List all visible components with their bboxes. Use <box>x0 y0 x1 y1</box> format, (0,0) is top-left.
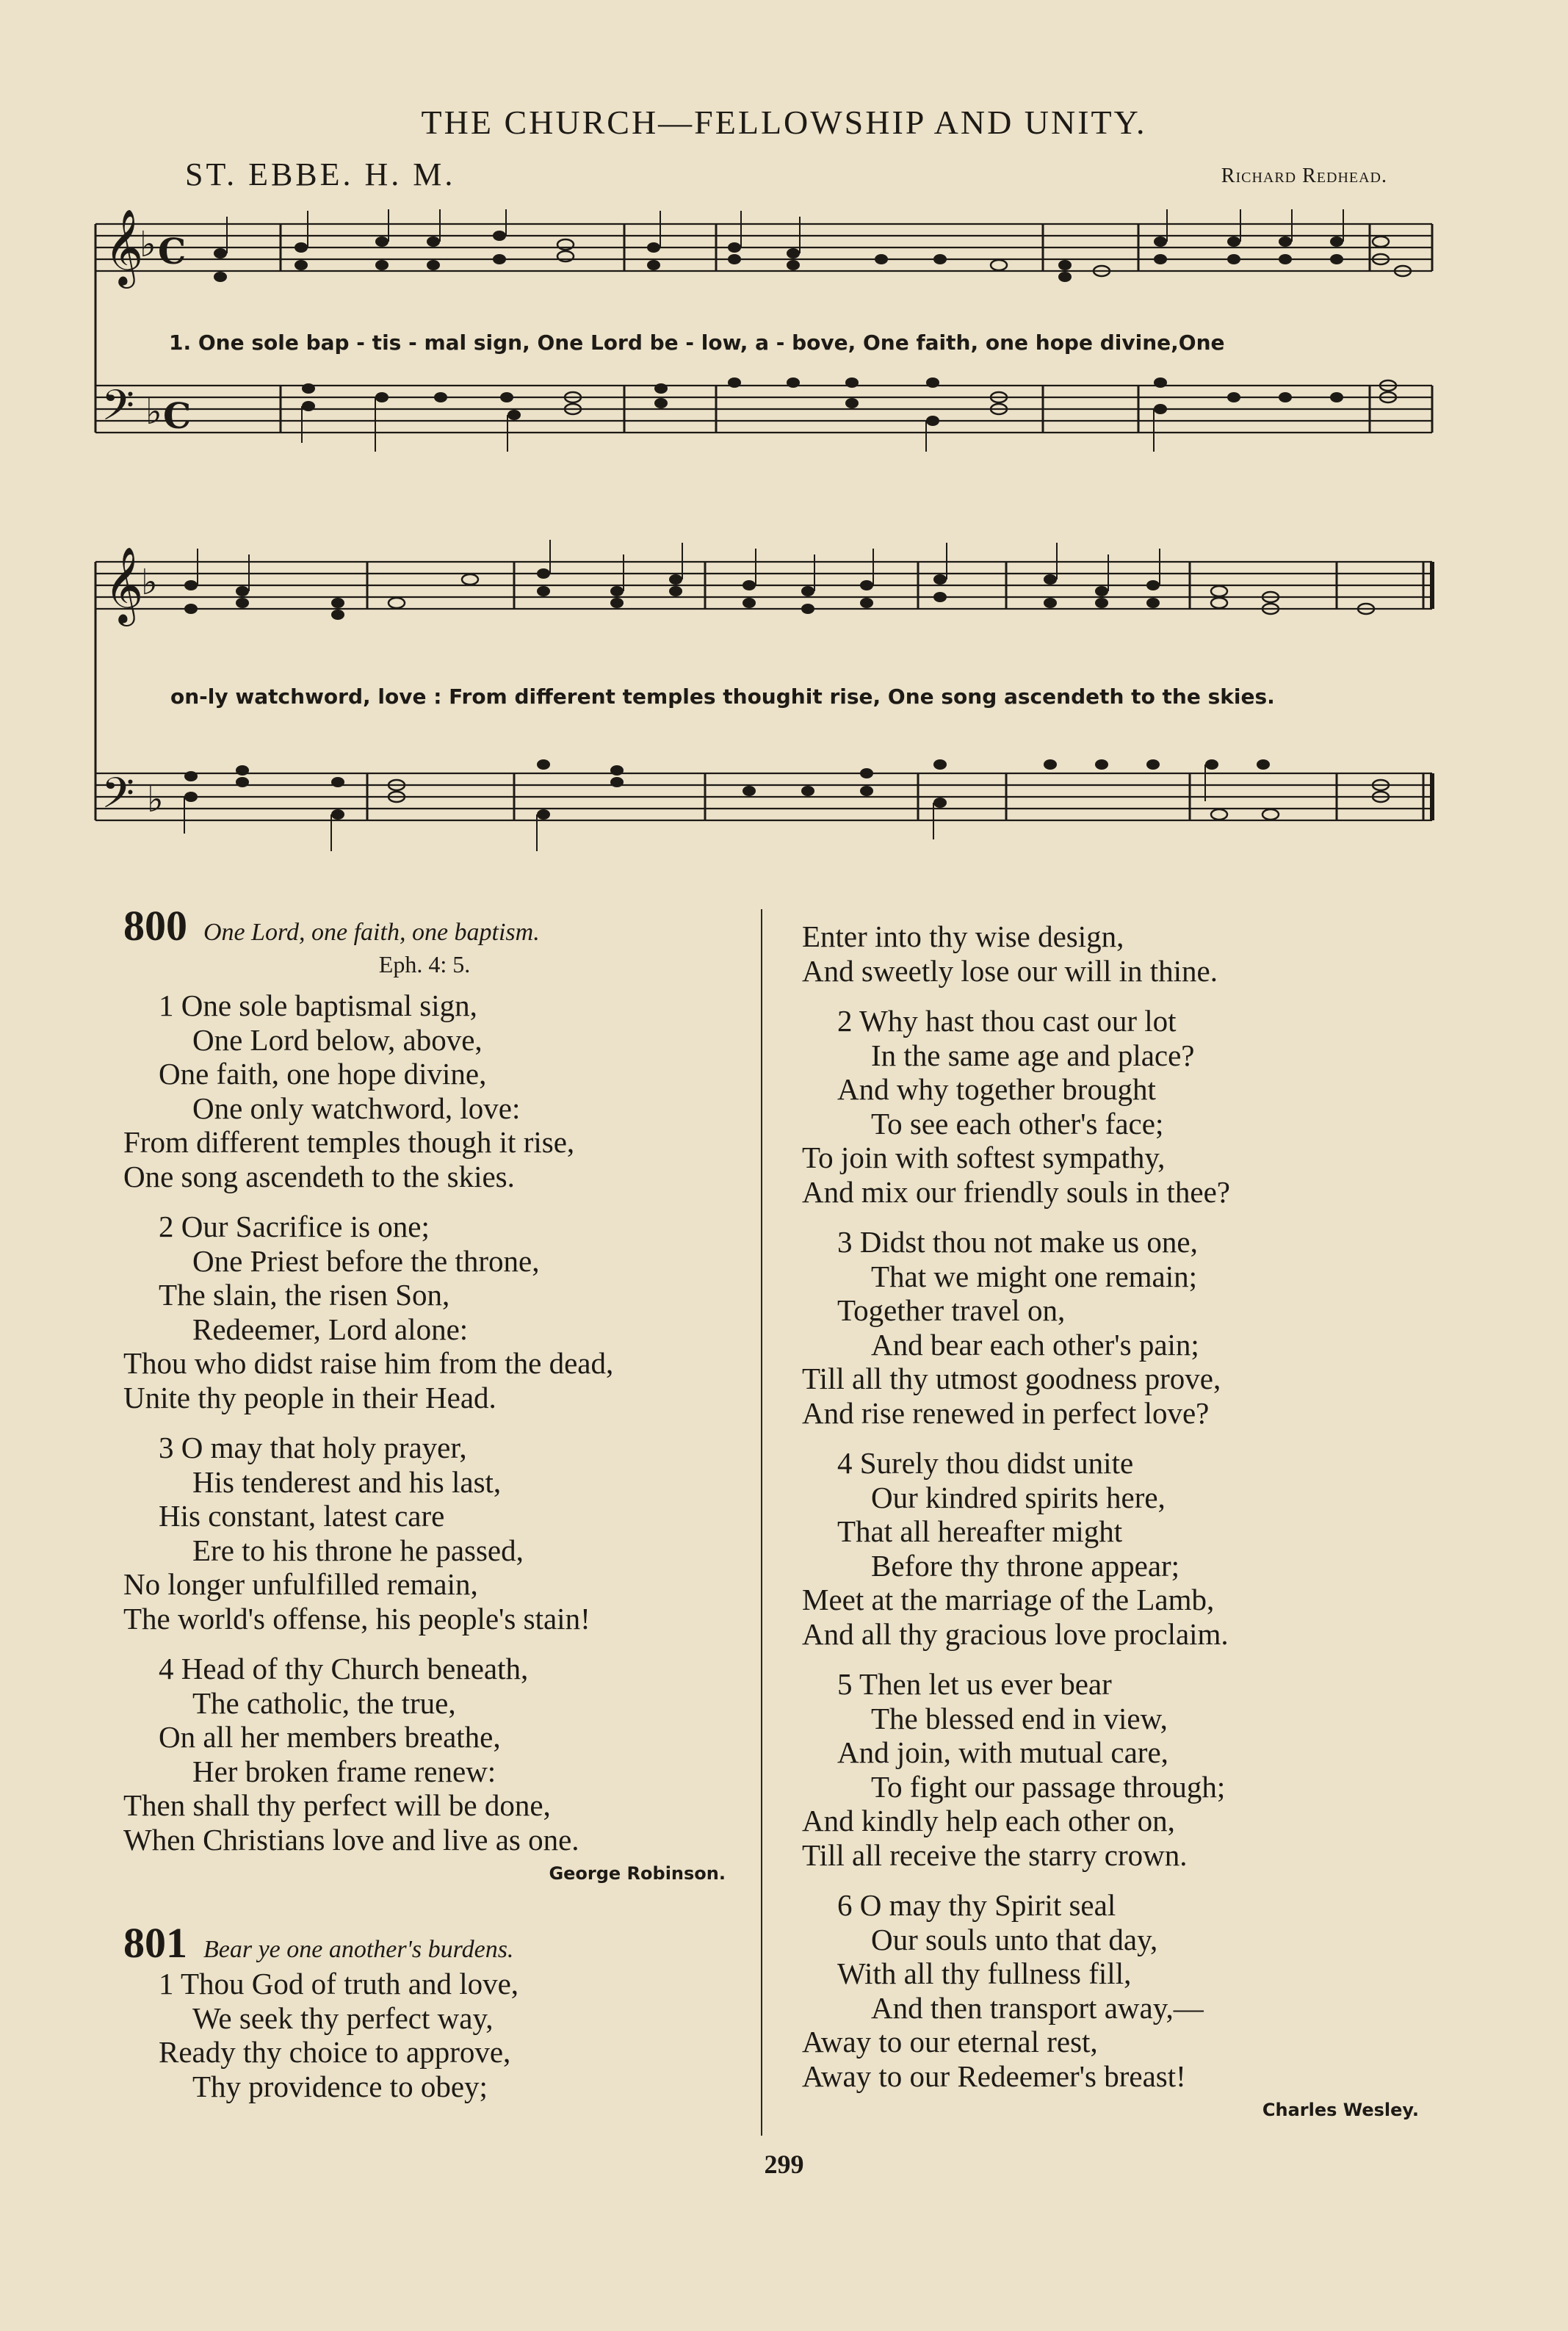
verse-line: Unite thy people in their Head. <box>123 1380 496 1414</box>
hymn-number: 801 <box>123 1918 187 1967</box>
svg-text:♭: ♭ <box>141 562 158 603</box>
verse-line: 1 Thou God of truth and love, <box>159 1967 519 2001</box>
verse-line: 2 Our Sacrifice is one; <box>159 1210 430 1243</box>
verse <box>802 1225 1404 1430</box>
verse-line: And sweetly lose our will in thine. <box>802 953 1218 988</box>
verse <box>123 1210 726 1414</box>
verse-line: 2 Why hast thou cast our lot <box>837 1004 1177 1038</box>
tune-name: ST. EBBE. H. M. <box>185 156 456 192</box>
verse-line: 3 O may that holy prayer, <box>159 1431 467 1464</box>
verse <box>802 1667 1404 1872</box>
svg-text:𝄢: 𝄢 <box>101 768 135 828</box>
verse-line: Thou who didst raise him from the dead, <box>123 1346 614 1380</box>
verse <box>123 1431 726 1636</box>
verse-line: Our kindred spirits here, <box>871 1480 1166 1514</box>
verse-line: Then shall thy perfect will be done, <box>123 1788 551 1822</box>
verse-line: Together travel on, <box>837 1293 1066 1327</box>
svg-text:𝄞: 𝄞 <box>104 546 144 624</box>
verse-line: And mix our friendly souls in thee? <box>802 1174 1231 1209</box>
svg-text:♭: ♭ <box>147 779 164 820</box>
verse-line: And why together brought <box>837 1072 1156 1106</box>
right-column <box>802 919 1419 2128</box>
column-divider <box>761 909 762 2136</box>
hymn-800-header <box>123 902 726 950</box>
verse-line: We seek thy perfect way, <box>192 2001 494 2035</box>
verse-line: One only watchword, love: <box>192 1091 521 1125</box>
lyrics-system-1: 1. One sole bap - tis - mal sign, One Lord be - low, a - bove, One faith, one hope divine,One <box>169 330 1225 355</box>
verse <box>802 1888 1404 2093</box>
verse-line: His constant, latest care <box>159 1499 445 1533</box>
verse-line: 6 O may thy Spirit seal <box>837 1888 1116 1922</box>
verse-line: And bear each other's pain; <box>871 1327 1199 1362</box>
verse-line: In the same age and place? <box>871 1038 1195 1072</box>
verse <box>123 1967 726 2103</box>
verse-line: Till all receive the starry crown. <box>802 1837 1188 1872</box>
hymn-author: George Robinson. <box>549 1863 726 1884</box>
left-column <box>123 902 726 2119</box>
verse-line: When Christians love and live as one. <box>123 1822 579 1857</box>
verse-line: That we might one remain; <box>871 1259 1198 1293</box>
hymn-801-header <box>123 1918 726 1967</box>
verse-line: To fight our passage through; <box>871 1769 1226 1804</box>
verse-line: One Lord below, above, <box>192 1022 483 1057</box>
hymn-title: Bear ye one another's burdens. <box>203 1935 514 1963</box>
svg-text:𝄢: 𝄢 <box>101 380 135 441</box>
lyrics-system-2: on-ly watchword, love : From different temples thoughit rise, One song ascendeth to the skies. <box>170 684 1275 709</box>
verse-line: That all hereafter might <box>837 1514 1123 1548</box>
verse-line: Ere to his throne he passed, <box>192 1533 524 1567</box>
verse-line: 4 Surely thou didst unite <box>837 1446 1134 1480</box>
verse-line: Ready thy choice to approve, <box>159 2035 511 2069</box>
verse-line: And rise renewed in perfect love? <box>802 1395 1210 1430</box>
verse <box>802 1004 1404 1209</box>
verse-line: On all her members breathe, <box>159 1720 501 1754</box>
verse-line: 4 Head of thy Church beneath, <box>159 1652 529 1685</box>
verse-line: Before thy throne appear; <box>871 1548 1180 1583</box>
section-title: THE CHURCH—FELLOWSHIP AND UNITY. <box>421 104 1147 141</box>
scripture-reference: Eph. 4: 5. <box>378 950 471 977</box>
verse-line: And then transport away,— <box>871 1990 1204 2025</box>
verse-line: And kindly help each other on, <box>802 1804 1175 1837</box>
svg-text:♭: ♭ <box>145 391 162 433</box>
verse-line: Our souls unto that day, <box>871 1922 1158 1956</box>
verse-line: The catholic, the true, <box>192 1685 456 1720</box>
verse-line: And join, with mutual care, <box>837 1735 1168 1769</box>
verse-line: 1 One sole baptismal sign, <box>159 989 477 1022</box>
verse-line: Her broken frame renew: <box>192 1754 496 1788</box>
verse-line: To join with softest sympathy, <box>802 1141 1166 1174</box>
verse-line: 3 Didst thou not make us one, <box>837 1225 1198 1259</box>
verse-line: Away to our Redeemer's breast! <box>802 2059 1186 2093</box>
verse-line: Enter into thy wise design, <box>802 919 1124 953</box>
verse <box>802 1446 1404 1651</box>
verse-line: Meet at the marriage of the Lamb, <box>802 1583 1215 1616</box>
verse <box>123 1652 726 1857</box>
verse-line: From different temples though it rise, <box>123 1125 575 1159</box>
verse-line: To see each other's face; <box>871 1106 1164 1141</box>
verse-line: One Priest before the throne, <box>192 1243 540 1278</box>
svg-text:♭: ♭ <box>140 224 156 265</box>
verse <box>802 919 1404 988</box>
hymn-title: One Lord, one faith, one baptism. <box>203 919 540 946</box>
verse-line: With all thy fullness fill, <box>837 1956 1132 1990</box>
svg-text:C: C <box>163 396 192 437</box>
verse-line: Redeemer, Lord alone: <box>192 1312 469 1346</box>
verse-line: His tenderest and his last, <box>192 1464 502 1499</box>
verse-line: Till all thy utmost goodness prove, <box>802 1362 1221 1395</box>
verse-line: The world's offense, his people's stain! <box>123 1601 590 1636</box>
verse-line: Thy providence to obey; <box>192 2069 488 2103</box>
hymn-number: 800 <box>123 902 187 950</box>
verse-line: 5 Then let us ever bear <box>837 1667 1112 1701</box>
verse-line: The slain, the risen Son, <box>159 1278 450 1312</box>
verse-line: One song ascendeth to the skies. <box>123 1159 515 1193</box>
hymn-author: Charles Wesley. <box>1262 2100 1419 2120</box>
composer-name: Richard Redhead. <box>1221 165 1387 187</box>
verse <box>123 989 726 1193</box>
verse-line: The blessed end in view, <box>871 1701 1168 1735</box>
svg-text:𝄞: 𝄞 <box>104 209 144 286</box>
svg-text:C: C <box>158 231 187 272</box>
verse-line: And all thy gracious love proclaim. <box>802 1616 1229 1651</box>
verse-line: No longer unfulfilled remain, <box>123 1567 478 1601</box>
page-number: 299 <box>764 2150 804 2179</box>
verse-line: Away to our eternal rest, <box>802 2025 1098 2059</box>
verse-line: One faith, one hope divine, <box>159 1057 487 1091</box>
